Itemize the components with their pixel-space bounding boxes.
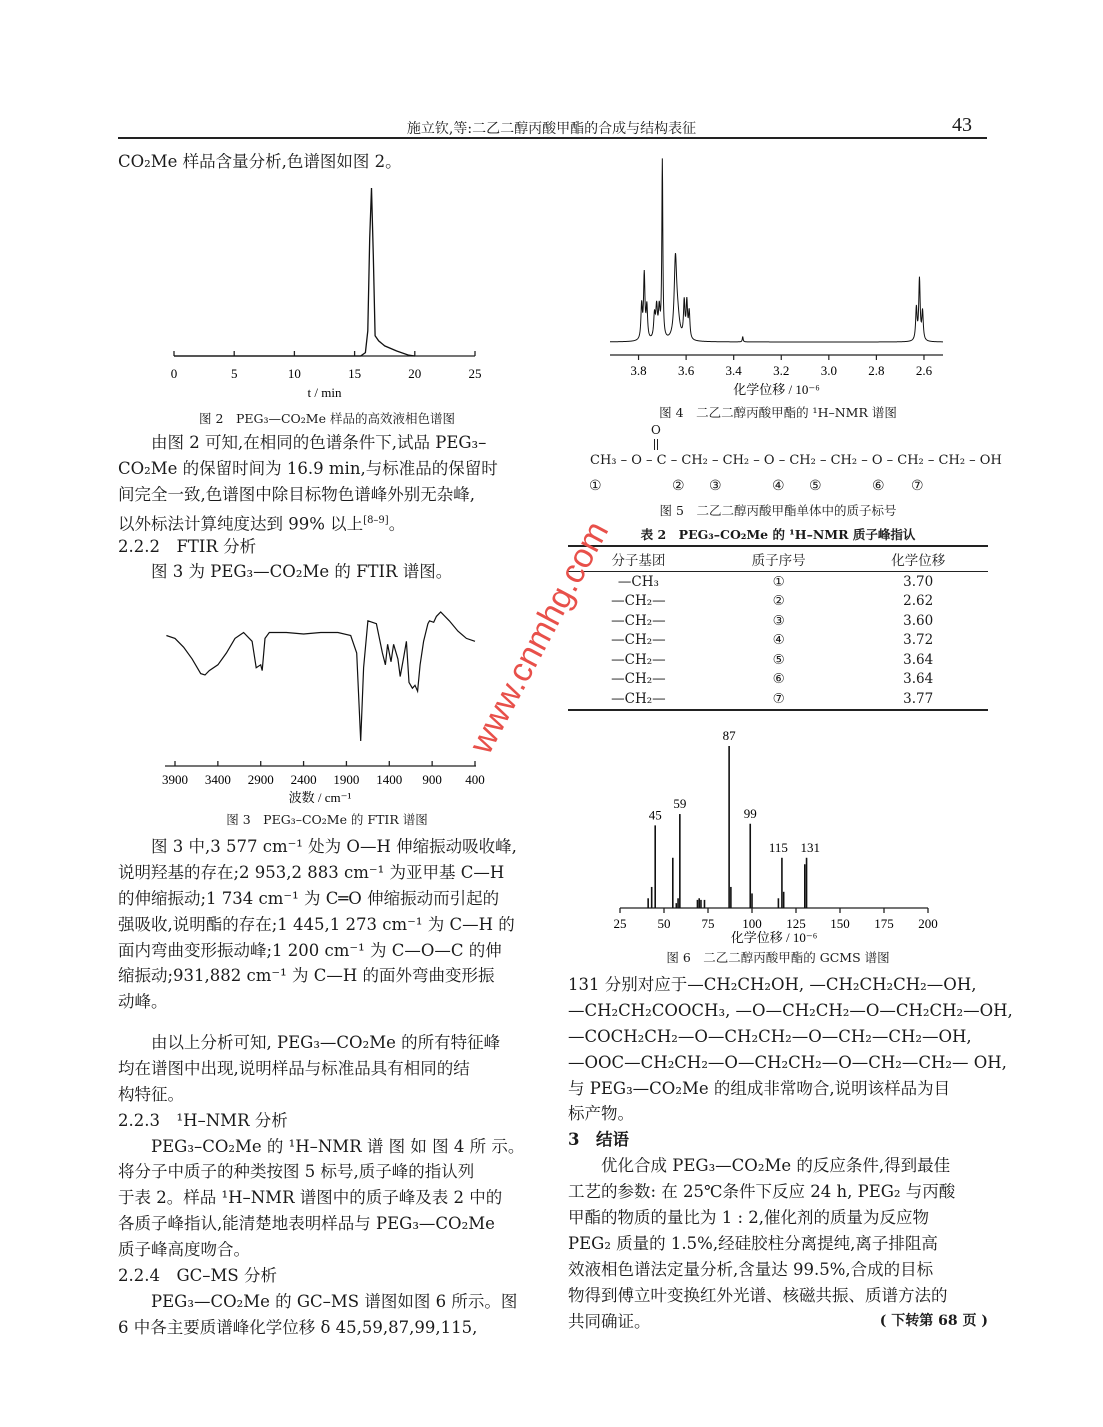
x-tick-label: 2400 <box>290 772 317 787</box>
text-line: 物得到傅立叶变换红外光谱、核磁共振、质谱方法的 <box>568 1285 948 1305</box>
table-row <box>568 650 988 670</box>
x-tick-label: 20 <box>408 366 422 381</box>
column-header: 分子基团 <box>568 546 709 572</box>
paragraph-summary <box>118 1030 536 1341</box>
ftir-trace <box>166 612 475 741</box>
cell-shift: 3.70 <box>903 573 934 590</box>
peak-label: 115 <box>768 839 788 855</box>
watermark: www.cnmhg.com <box>462 515 617 760</box>
cell-proton: ⑤ <box>772 651 785 668</box>
table-row <box>568 572 988 592</box>
intro-line: CO₂Me 样品含量分析,色谱图如图 2。 <box>118 152 402 171</box>
text-line: PEG₃—CO₂Me 的 GC–MS 谱图如图 6 所示。图 <box>151 1291 518 1311</box>
text-line: —COCH₂CH₂—O—CH₂CH₂—O—CH₂—CH₂—OH, <box>568 1026 972 1046</box>
x-tick-label: 75 <box>701 916 715 931</box>
text-line: 于表 2。样品 ¹H–NMR 谱图中的质子峰及表 2 中的 <box>118 1188 503 1208</box>
text-line: 由以上分析可知, PEG₃—CO₂Me 的所有特征峰 <box>151 1033 501 1052</box>
text-span: 。 <box>388 514 406 534</box>
section-heading-2-2-4: 2.2.4 GC–MS 分析 <box>118 1266 277 1286</box>
text-line: —OOC—CH₂CH₂—O—CH₂CH₂—O—CH₂—CH₂— OH, <box>568 1052 1007 1072</box>
text-span: 共同确证。 <box>568 1311 651 1331</box>
continued-note[interactable]: ( 下转第 68 页 ) <box>879 1312 988 1329</box>
cell-group: —CH₂— <box>611 651 666 668</box>
structure-chain: CH₃ – O – C – CH₂ – CH₂ – O – CH₂ – CH₂ – O – CH₂ – CH₂ – OH <box>590 453 1002 468</box>
page-number: 43 <box>952 114 972 136</box>
fig2-hplc-chart <box>160 178 490 406</box>
x-tick-label: 100 <box>742 916 762 931</box>
cell-shift: 3.60 <box>903 612 934 629</box>
cell-proton: ⑥ <box>772 671 785 688</box>
x-tick-label: 175 <box>874 916 894 931</box>
proton-label-7: ⑦ <box>911 478 924 494</box>
fig3-ftir-chart <box>150 610 490 808</box>
text-line: 动峰。 <box>118 992 168 1012</box>
x-tick-label: 150 <box>830 916 850 931</box>
cell-proton: ⑦ <box>709 689 849 710</box>
x-tick-label: 900 <box>422 772 442 787</box>
text-line: 与 PEG₃—CO₂Me 的组成非常吻合,说明该样品为目 <box>568 1078 951 1098</box>
proton-label-6: ⑥ <box>872 478 885 494</box>
cell-proton: ③ <box>772 612 785 629</box>
text-line: 图 3 中,3 577 cm⁻¹ 处为 O—H 伸缩振动吸收峰, <box>151 837 517 856</box>
table-row <box>568 631 988 651</box>
text-line: PEG₃–CO₂Me 的 ¹H–NMR 谱 图 如 图 4 所 示。 <box>151 1136 525 1156</box>
cell-shift: 3.77 <box>848 689 988 710</box>
proton-label-3: ③ <box>709 478 722 494</box>
cell-shift: 3.64 <box>903 671 934 688</box>
x-tick-label: 400 <box>465 772 485 787</box>
table-row <box>568 689 988 710</box>
x-tick-label: 5 <box>230 366 238 381</box>
cell-proton: ④ <box>772 632 785 649</box>
text-line: 6 中各主要质谱峰化学位移 δ 45,59,87,99,115, <box>118 1317 478 1337</box>
peak-label: 99 <box>743 805 757 821</box>
text-line: 效液相色谱法定量分析,含量达 99.5%,合成的目标 <box>568 1259 934 1279</box>
nmr-trace <box>610 158 943 342</box>
table-row <box>568 592 988 612</box>
x-axis-title: 波数 / cm⁻¹ <box>288 790 352 805</box>
section-heading-2-2-3: 2.2.3 ¹H–NMR 分析 <box>118 1110 288 1130</box>
x-tick-label: 3.6 <box>677 363 695 378</box>
text-line: 质子峰高度吻合。 <box>118 1240 250 1260</box>
text-line: 强吸收,说明酯的存在;1 445,1 273 cm⁻¹ 为 C—H 的 <box>118 914 515 934</box>
x-tick-label: 3900 <box>162 772 188 787</box>
x-tick-label: 25 <box>468 366 482 381</box>
fig2-caption: 图 2 PEG₃—CO₂Me 样品的高效液相色谱图 <box>199 411 455 426</box>
chromatogram-trace <box>174 188 415 356</box>
paragraph-gcms-continued <box>568 972 1013 1334</box>
x-tick-label: 50 <box>657 916 671 931</box>
citation-ref[interactable]: [8–9] <box>363 514 389 526</box>
text-line: 由图 2 可知,在相同的色谱条件下,试品 PEG₃– <box>151 433 487 452</box>
cell-group: —CH₂— <box>611 612 666 629</box>
paragraph-hplc <box>118 430 536 585</box>
cell-shift: 3.72 <box>903 632 934 649</box>
table-row <box>568 670 988 690</box>
table2-title: 表 2 PEG₃–CO₂Me 的 ¹H–NMR 质子峰指认 <box>640 527 916 542</box>
peak-label: 131 <box>800 839 821 855</box>
peak-label: 87 <box>722 728 736 743</box>
peak-label: 45 <box>648 807 662 823</box>
x-axis-title: 化学位移 / 10⁻⁶ <box>730 930 818 945</box>
cell-group: —CH₂— <box>611 593 666 610</box>
header-rule <box>118 137 987 139</box>
text-line <box>568 1309 988 1335</box>
cell-group: —CH₂— <box>611 632 666 649</box>
cell-proton: ① <box>772 573 785 590</box>
x-tick-label: 200 <box>918 916 938 931</box>
fig3-caption: 图 3 PEG₃–CO₂Me 的 FTIR 谱图 <box>226 812 428 827</box>
paragraph-ftir <box>118 834 536 1015</box>
table-row <box>568 611 988 631</box>
text-line: 说明羟基的存在;2 953,2 883 cm⁻¹ 为亚甲基 C—H <box>118 862 505 882</box>
text-line: 图 3 为 PEG₃—CO₂Me 的 FTIR 谱图。 <box>151 562 453 582</box>
text-line <box>118 508 536 534</box>
table2 <box>568 545 988 711</box>
x-tick-label: 2.8 <box>868 363 885 378</box>
fig6-gcms-chart <box>595 724 955 946</box>
double-bond-mark <box>651 439 661 451</box>
column-header: 化学位移 <box>848 546 988 572</box>
x-tick-label: 2.6 <box>915 363 933 378</box>
x-tick-label: 15 <box>348 366 362 381</box>
text-line: PEG₂ 质量的 1.5%,经硅胶柱分离提纯,离子排阻高 <box>568 1233 938 1253</box>
fig4-caption: 图 4 二乙二醇丙酸甲酯的 ¹H–NMR 谱图 <box>659 405 897 420</box>
cell-group: —CH₂— <box>611 671 666 688</box>
text-line: 工艺的参数: 在 25℃条件下反应 24 h, PEG₂ 与丙酸 <box>568 1182 956 1202</box>
text-line: 标产物。 <box>568 1104 634 1124</box>
proton-label-5: ⑤ <box>809 478 822 494</box>
cell-group: —CH₃ <box>617 573 659 590</box>
x-tick-label: 0 <box>170 366 178 381</box>
proton-label-4: ④ <box>772 478 785 494</box>
x-axis-title: t / min <box>307 385 342 400</box>
x-tick-label: 3.8 <box>630 363 647 378</box>
cell-shift: 2.62 <box>903 593 934 610</box>
text-line: 各质子峰指认,能清楚地表明样品与 PEG₃—CO₂Me <box>118 1214 495 1234</box>
running-title: 施立钦,等:二乙二醇丙酸甲酯的合成与结构表征 <box>406 121 697 137</box>
text-line: 优化合成 PEG₃—CO₂Me 的反应条件,得到最佳 <box>601 1156 951 1176</box>
cell-shift: 3.64 <box>903 651 934 668</box>
text-line: 131 分别对应于—CH₂CH₂OH, —CH₂CH₂CH₂—OH, <box>568 975 977 994</box>
table-header-row <box>568 546 988 572</box>
text-line: CO₂Me 的保留时间为 16.9 min,与标准品的保留时 <box>118 458 498 478</box>
column-header: 质子序号 <box>709 546 849 572</box>
x-tick-label: 3400 <box>204 772 231 787</box>
x-tick-label: 2900 <box>247 772 274 787</box>
x-tick-label: 3.2 <box>773 363 790 378</box>
proton-label-2: ② <box>672 478 685 494</box>
fig6-caption: 图 6 二乙二醇丙酸甲酯的 GCMS 谱图 <box>666 950 890 965</box>
x-tick-label: 1900 <box>333 772 360 787</box>
x-tick-label: 10 <box>287 366 301 381</box>
fig4-nmr-chart <box>595 150 955 400</box>
text-line: 甲酯的物质的量比为 1 : 2,催化剂的质量为反应物 <box>568 1208 930 1228</box>
section-heading-3: 3 结语 <box>568 1130 629 1150</box>
carbonyl-oxygen: O <box>651 423 661 437</box>
x-axis-title: 化学位移 / 10⁻⁶ <box>733 382 820 397</box>
peak-label: 59 <box>673 796 687 812</box>
text-line: 间完全一致,色谱图中除目标物色谱峰外别无杂峰, <box>118 484 475 504</box>
section-heading-2-2-2: 2.2.2 FTIR 分析 <box>118 536 257 556</box>
text-span: 以外标法计算纯度达到 99% 以上 <box>118 514 364 534</box>
cell-group: —CH₂— <box>568 689 709 710</box>
text-line: 将分子中质子的种类按图 5 标号,质子峰的指认列 <box>118 1162 475 1182</box>
text-line: 缩振动;931,882 cm⁻¹ 为 C—H 的面外弯曲变形振 <box>118 966 495 986</box>
text-line: 的伸缩振动;1 734 cm⁻¹ 为 C═O 伸缩振动而引起的 <box>118 888 500 908</box>
x-tick-label: 3.4 <box>725 363 742 378</box>
text-line: —CH₂CH₂COOCH₃, —O—CH₂CH₂—O—CH₂CH₂—OH, <box>568 1000 1013 1020</box>
x-tick-label: 1400 <box>376 772 403 787</box>
cell-proton: ② <box>772 593 785 610</box>
x-tick-label: 3.0 <box>820 363 837 378</box>
text-line: 面内弯曲变形振动峰;1 200 cm⁻¹ 为 C—O—C 的伸 <box>118 940 502 960</box>
text-line: 均在谱图中出现,说明样品与标准品具有相同的结 <box>118 1058 470 1078</box>
fig5-caption: 图 5 二乙二醇丙酸甲酯单体中的质子标号 <box>659 503 897 518</box>
text-line: 构特征。 <box>118 1084 184 1104</box>
x-tick-label: 125 <box>786 916 806 931</box>
x-tick-label: 25 <box>613 916 627 931</box>
proton-label-1: ① <box>589 478 602 494</box>
